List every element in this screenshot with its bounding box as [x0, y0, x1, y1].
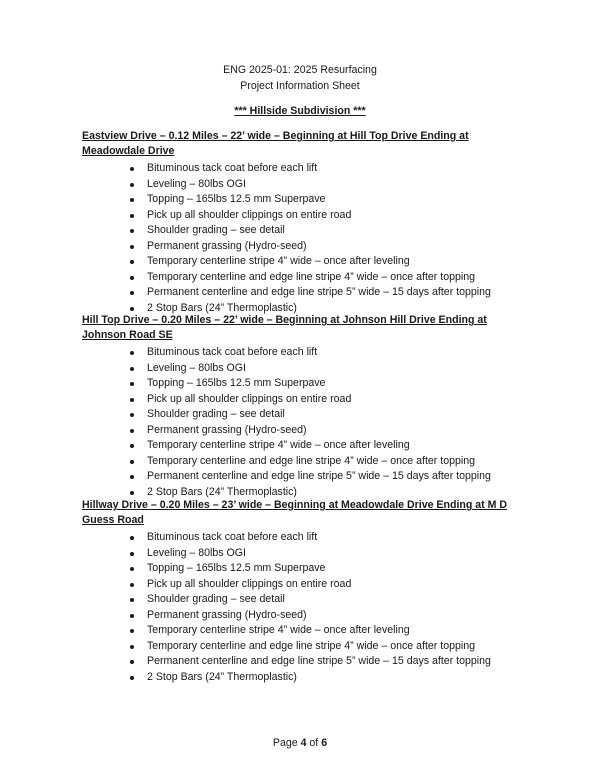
work-item: Temporary centerline stripe 4” wide – once after leveling	[130, 438, 491, 454]
work-item: 2 Stop Bars (24” Thermoplastic)	[130, 670, 491, 686]
work-item: Temporary centerline and edge line stripe 4” wide – once after topping	[130, 454, 491, 470]
work-items-list	[130, 345, 491, 500]
work-item: Topping – 165lbs 12.5 mm Superpave	[130, 561, 491, 577]
work-item: Permanent grassing (Hydro-seed)	[130, 239, 491, 255]
document-title: ENG 2025-01: 2025 Resurfacing	[223, 64, 377, 76]
work-item: Permanent grassing (Hydro-seed)	[130, 608, 491, 624]
subdivision-heading: *** Hillside Subdivision ***	[234, 105, 366, 117]
work-item: Temporary centerline stripe 4” wide – once after leveling	[130, 623, 491, 639]
work-item: 2 Stop Bars (24” Thermoplastic)	[130, 301, 491, 317]
work-item: Bituminous tack coat before each lift	[130, 345, 491, 361]
work-item: Leveling – 80lbs OGI	[130, 177, 491, 193]
page-footer	[0, 737, 600, 749]
work-item: Pick up all shoulder clippings on entire road	[130, 208, 491, 224]
page-label: Page	[272, 737, 301, 749]
work-item: Bituminous tack coat before each lift	[130, 530, 491, 546]
work-item: Shoulder grading – see detail	[130, 407, 491, 423]
page-total: 6	[321, 737, 328, 749]
work-item: Shoulder grading – see detail	[130, 592, 491, 608]
work-item: Topping – 165lbs 12.5 mm Superpave	[130, 376, 491, 392]
road-section-heading: Eastview Drive – 0.12 Miles – 22’ wide – Beginning at Hill Top Drive Ending at Meadowdale Drive	[82, 130, 469, 157]
work-items-list	[130, 530, 491, 685]
work-item: Shoulder grading – see detail	[130, 223, 491, 239]
work-item: Topping – 165lbs 12.5 mm Superpave	[130, 192, 491, 208]
road-section-heading: Hillway Drive – 0.20 Miles – 23’ wide – Beginning at Meadowdale Drive Ending at M D Guess Road	[82, 499, 508, 526]
work-item: Bituminous tack coat before each lift	[130, 161, 491, 177]
work-items-list	[130, 161, 491, 316]
page-of: of	[306, 737, 322, 749]
page-current: 4	[300, 737, 307, 749]
work-item: Pick up all shoulder clippings on entire road	[130, 392, 491, 408]
work-item: Leveling – 80lbs OGI	[130, 361, 491, 377]
work-item: Permanent centerline and edge line stripe 5” wide – 15 days after topping	[130, 285, 491, 301]
road-section-heading: Hill Top Drive – 0.20 Miles – 22’ wide – Beginning at Johnson Hill Drive Ending at Johnson Road SE	[82, 314, 487, 341]
work-item: Permanent grassing (Hydro-seed)	[130, 423, 491, 439]
work-item: Permanent centerline and edge line stripe 5” wide – 15 days after topping	[130, 654, 491, 670]
document-subtitle: Project Information Sheet	[240, 80, 360, 92]
work-item: Leveling – 80lbs OGI	[130, 546, 491, 562]
work-item: Permanent centerline and edge line stripe 5” wide – 15 days after topping	[130, 469, 491, 485]
work-item: Pick up all shoulder clippings on entire road	[130, 577, 491, 593]
work-item: Temporary centerline and edge line stripe 4” wide – once after topping	[130, 639, 491, 655]
work-item: Temporary centerline and edge line stripe 4” wide – once after topping	[130, 270, 491, 286]
work-item: 2 Stop Bars (24” Thermoplastic)	[130, 485, 491, 501]
work-item: Temporary centerline stripe 4” wide – once after leveling	[130, 254, 491, 270]
